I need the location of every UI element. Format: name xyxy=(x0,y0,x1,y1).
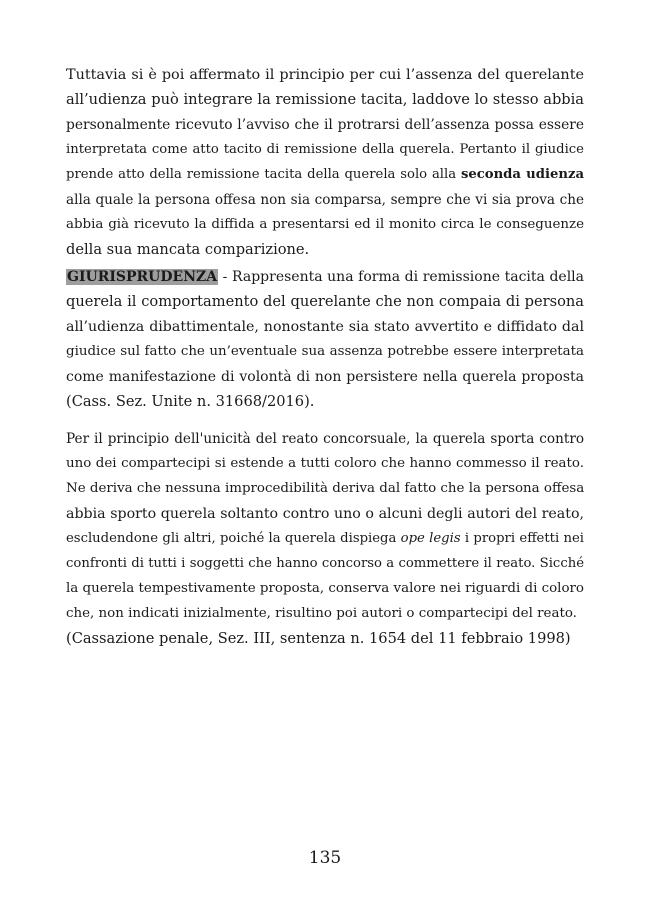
text-line: interpretata come atto tacito di remissione della querela. Pertanto il giudice xyxy=(66,142,584,157)
text-line: giudice sul fatto che un’eventuale sua assenza potrebbe essere interpretata xyxy=(66,344,584,359)
text-line xyxy=(66,266,584,288)
giurisprudenza-highlight: GIURISPRUDENZA xyxy=(67,269,218,285)
text-line: Per il principio dell'unicità del reato concorsuale, la querela sporta contro xyxy=(66,431,584,447)
text-line: la querela tempestivamente proposta, conserva valore nei riguardi di coloro xyxy=(66,581,584,596)
text-line: abbia sporto querela soltanto contro uno o alcuni degli autori del reato, xyxy=(66,506,584,522)
citation: (Cass. Sez. Unite n. 31668/2016). xyxy=(66,393,315,410)
text-line: Tuttavia si è poi affermato il principio per cui l’assenza del querelante xyxy=(66,67,584,83)
text-line: Ne deriva che nessuna improcedibilità deriva dal fatto che la persona offesa xyxy=(66,481,585,496)
text-line xyxy=(66,528,584,550)
text-line: all’udienza dibattimentale, nonostante sia stato avvertito e diffidato dal xyxy=(66,319,584,335)
bold-term: seconda udienza xyxy=(460,167,584,182)
text-run: i propri effetti nei xyxy=(460,531,584,546)
text-line: all’udienza può integrare la remissione tacita, laddove lo stesso abbia xyxy=(66,91,584,108)
text-line: querela il comportamento del querelante che non compaia di persona xyxy=(66,293,584,310)
text-line: che, non indicati inizialmente, risultino poi autori o compartecipi del reato. xyxy=(66,606,577,621)
text-line: confronti di tutti i soggetti che hanno concorso a commettere il reato. Sicché xyxy=(66,556,584,571)
text-run: escludendone gli altri, poiché la querela dispiega xyxy=(66,531,401,546)
italic-term: ope legis xyxy=(400,531,461,546)
citation: (Cassazione penale, Sez. III, sentenza n. 1654 del 11 febbraio 1998) xyxy=(66,630,571,647)
paragraph-giurisprudenza xyxy=(66,266,584,414)
paragraph-remissione-tacita xyxy=(66,64,584,262)
text-line: abbia già ricevuto la diffida a presentarsi ed il monito circa le conseguenze xyxy=(66,217,584,232)
text-run: prende atto della remissione tacita della querela solo alla xyxy=(66,167,461,182)
text-line: alla quale la persona offesa non sia comparsa, sempre che vi sia prova che xyxy=(66,192,584,208)
text-line: personalmente ricevuto l’avviso che il protrarsi dell’assenza possa essere xyxy=(66,117,584,133)
page-number: 135 xyxy=(308,848,342,868)
text-line: come manifestazione di volontà di non persistere nella querela proposta xyxy=(66,369,584,385)
paragraph-reato-concorsuale xyxy=(66,428,584,651)
text-line: della sua mancata comparizione. xyxy=(66,241,310,258)
text-line xyxy=(66,164,584,186)
text-line: uno dei compartecipi si estende a tutti coloro che hanno commesso il reato. xyxy=(66,456,584,471)
text-run: - Rappresenta una forma di remissione tacita della xyxy=(218,269,584,285)
